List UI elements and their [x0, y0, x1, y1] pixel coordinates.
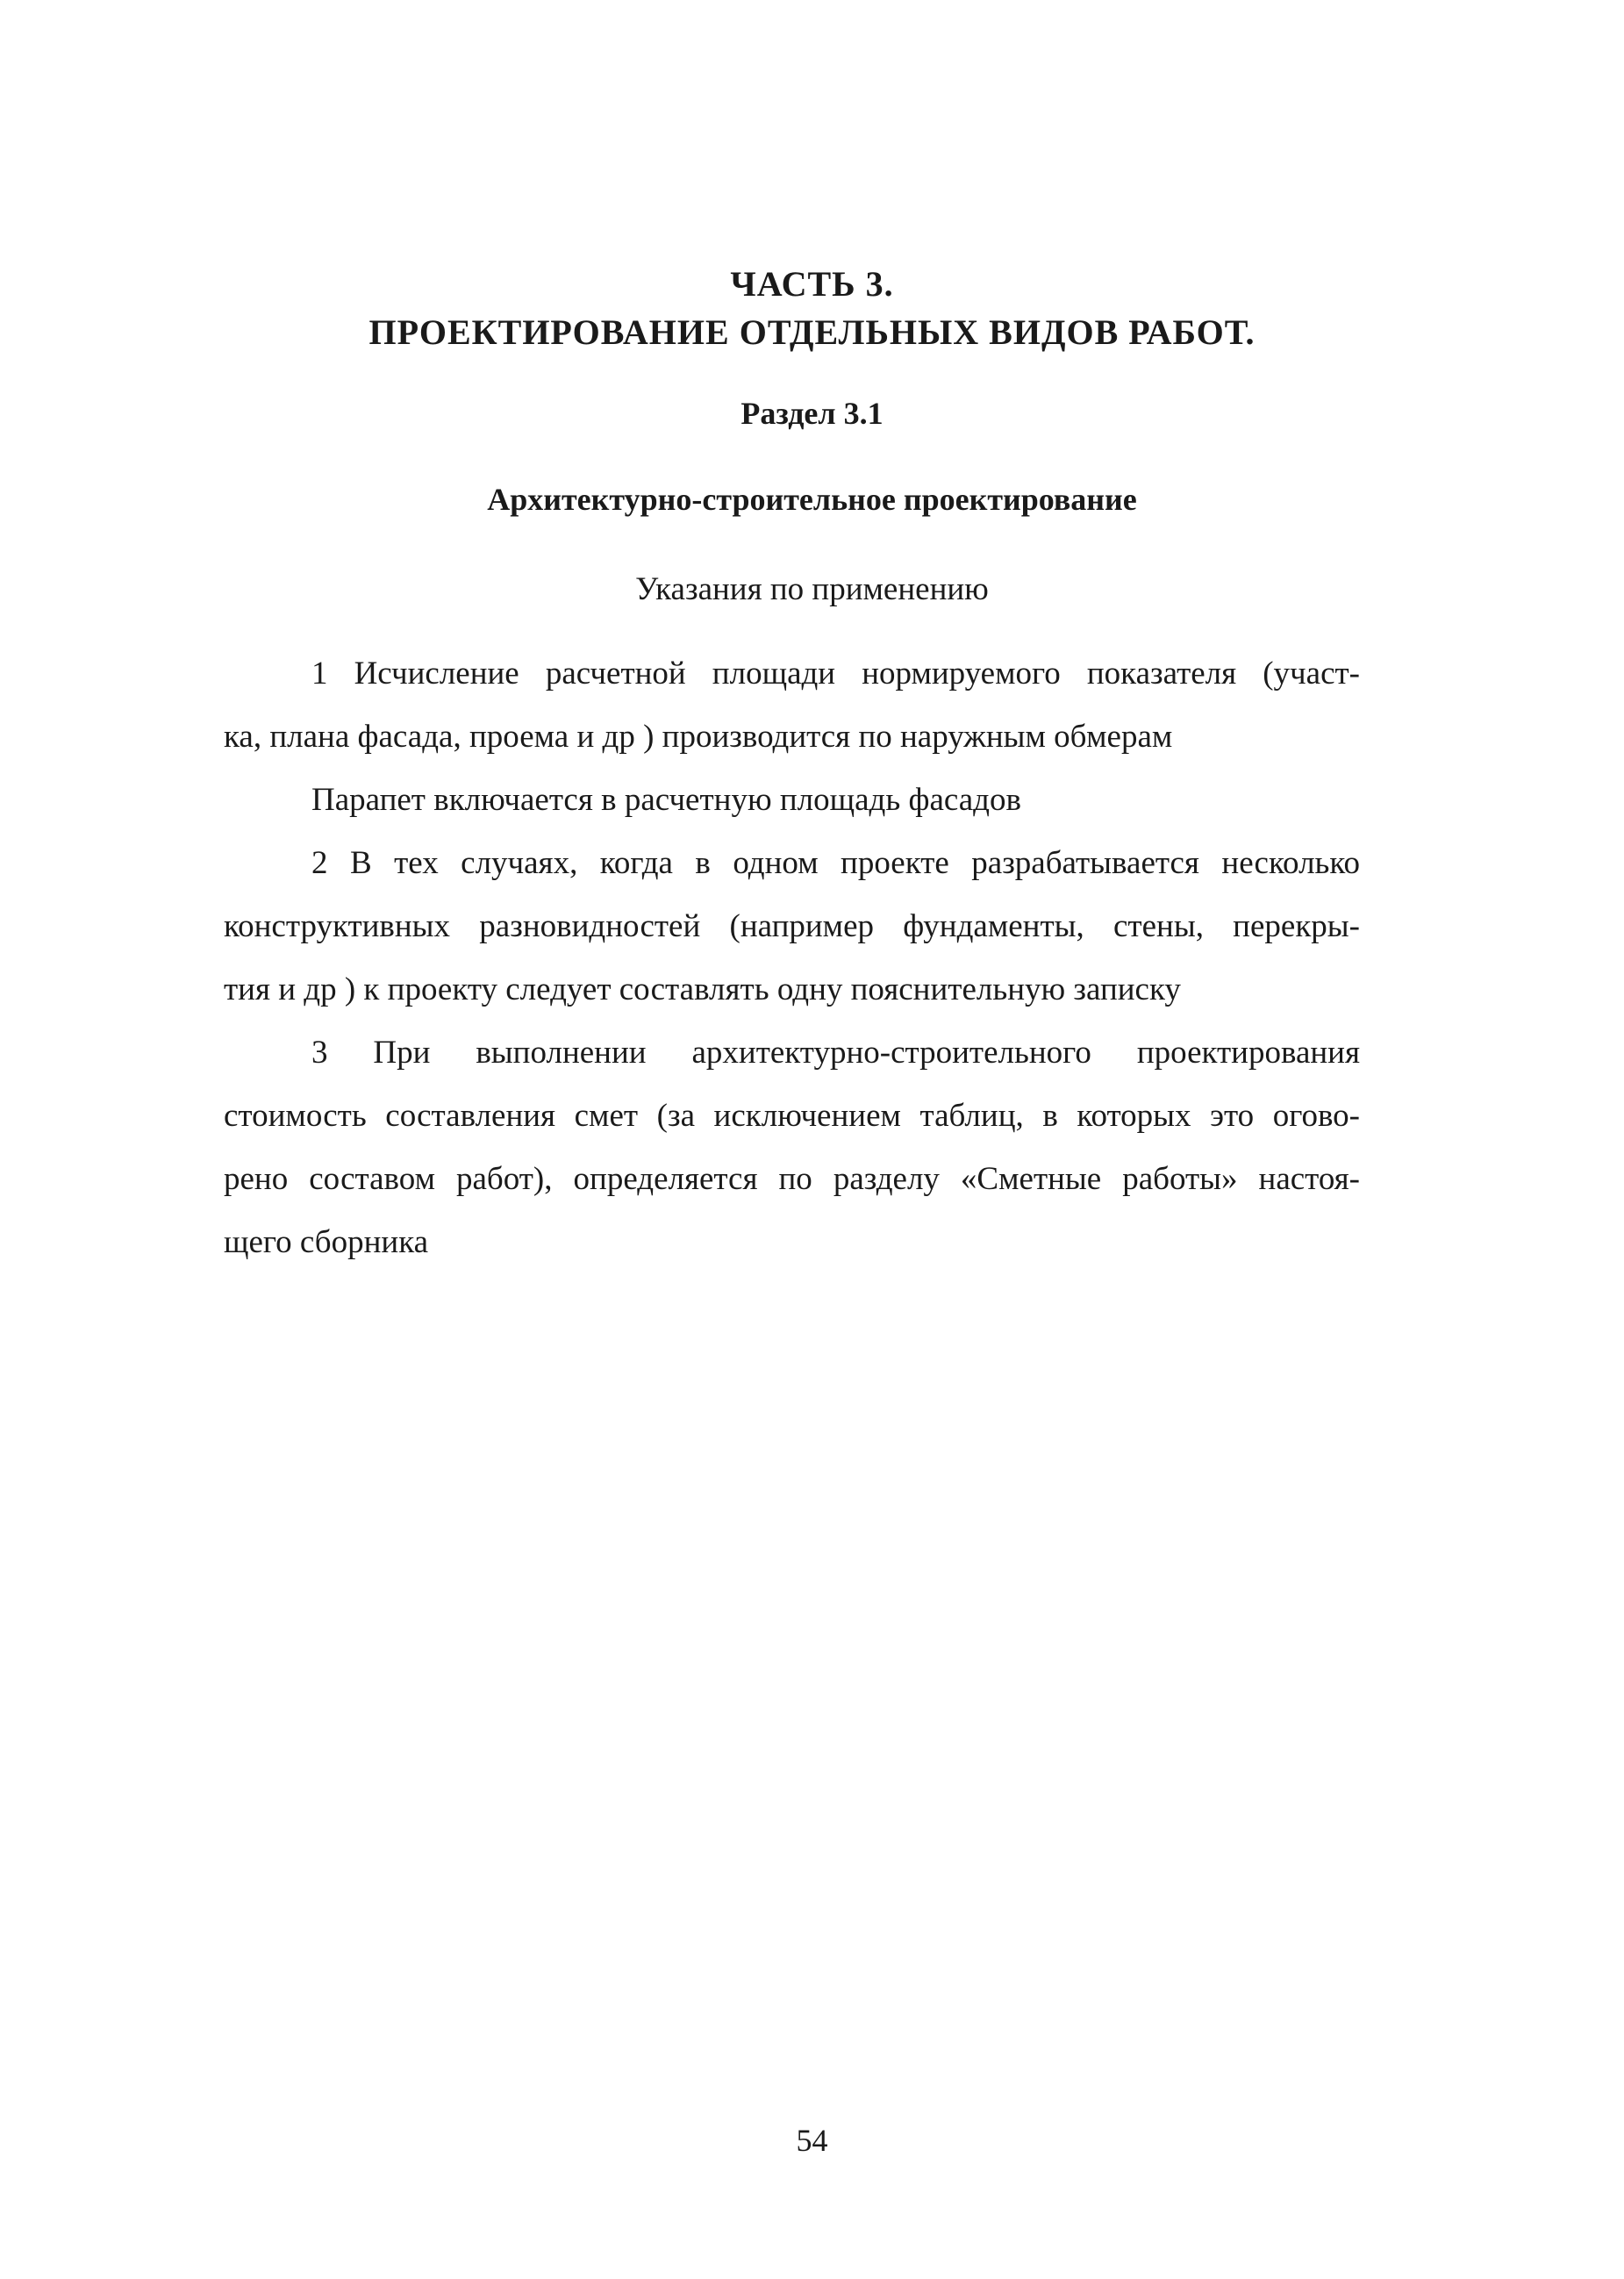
paragraph-line: конструктивных разновидностей (например фундаменты, стены, перекры-	[224, 908, 1360, 944]
paragraph-line: рено составом работ), определяется по разделу «Сметные работы» настоя-	[224, 1161, 1360, 1197]
paragraph-line: 2 В тех случаях, когда в одном проекте разрабатывается несколько	[311, 845, 1360, 881]
paragraph-line: 3 При выполнении архитектурно-строительного проектирования	[311, 1035, 1360, 1071]
section-title: Архитектурно-строительное проектирование	[487, 482, 1137, 517]
part-title: ЧАСТЬ 3.	[730, 264, 894, 304]
page-number: 54	[796, 2123, 828, 2158]
usage-heading: Указания по применению	[635, 571, 989, 607]
body-text	[224, 642, 1360, 1274]
paragraph-line: щего сборника	[224, 1224, 429, 1260]
paragraph-line: Парапет включается в расчетную площадь фасадов	[311, 782, 1021, 818]
paragraph-line: 1 Исчисление расчетной площади нормируемого показателя (участ-	[311, 656, 1360, 692]
paragraph-line: стоимость составления смет (за исключением таблиц, в которых это огово-	[224, 1098, 1360, 1134]
section-number: Раздел 3.1	[740, 396, 884, 431]
part-subtitle: ПРОЕКТИРОВАНИЕ ОТДЕЛЬНЫХ ВИДОВ РАБОТ.	[368, 312, 1256, 352]
paragraph-line: тия и др ) к проекту следует составлять одну пояснительную записку	[224, 971, 1181, 1007]
paragraph-line: ка, плана фасада, проема и др ) производится по наружным обмерам	[224, 719, 1173, 755]
